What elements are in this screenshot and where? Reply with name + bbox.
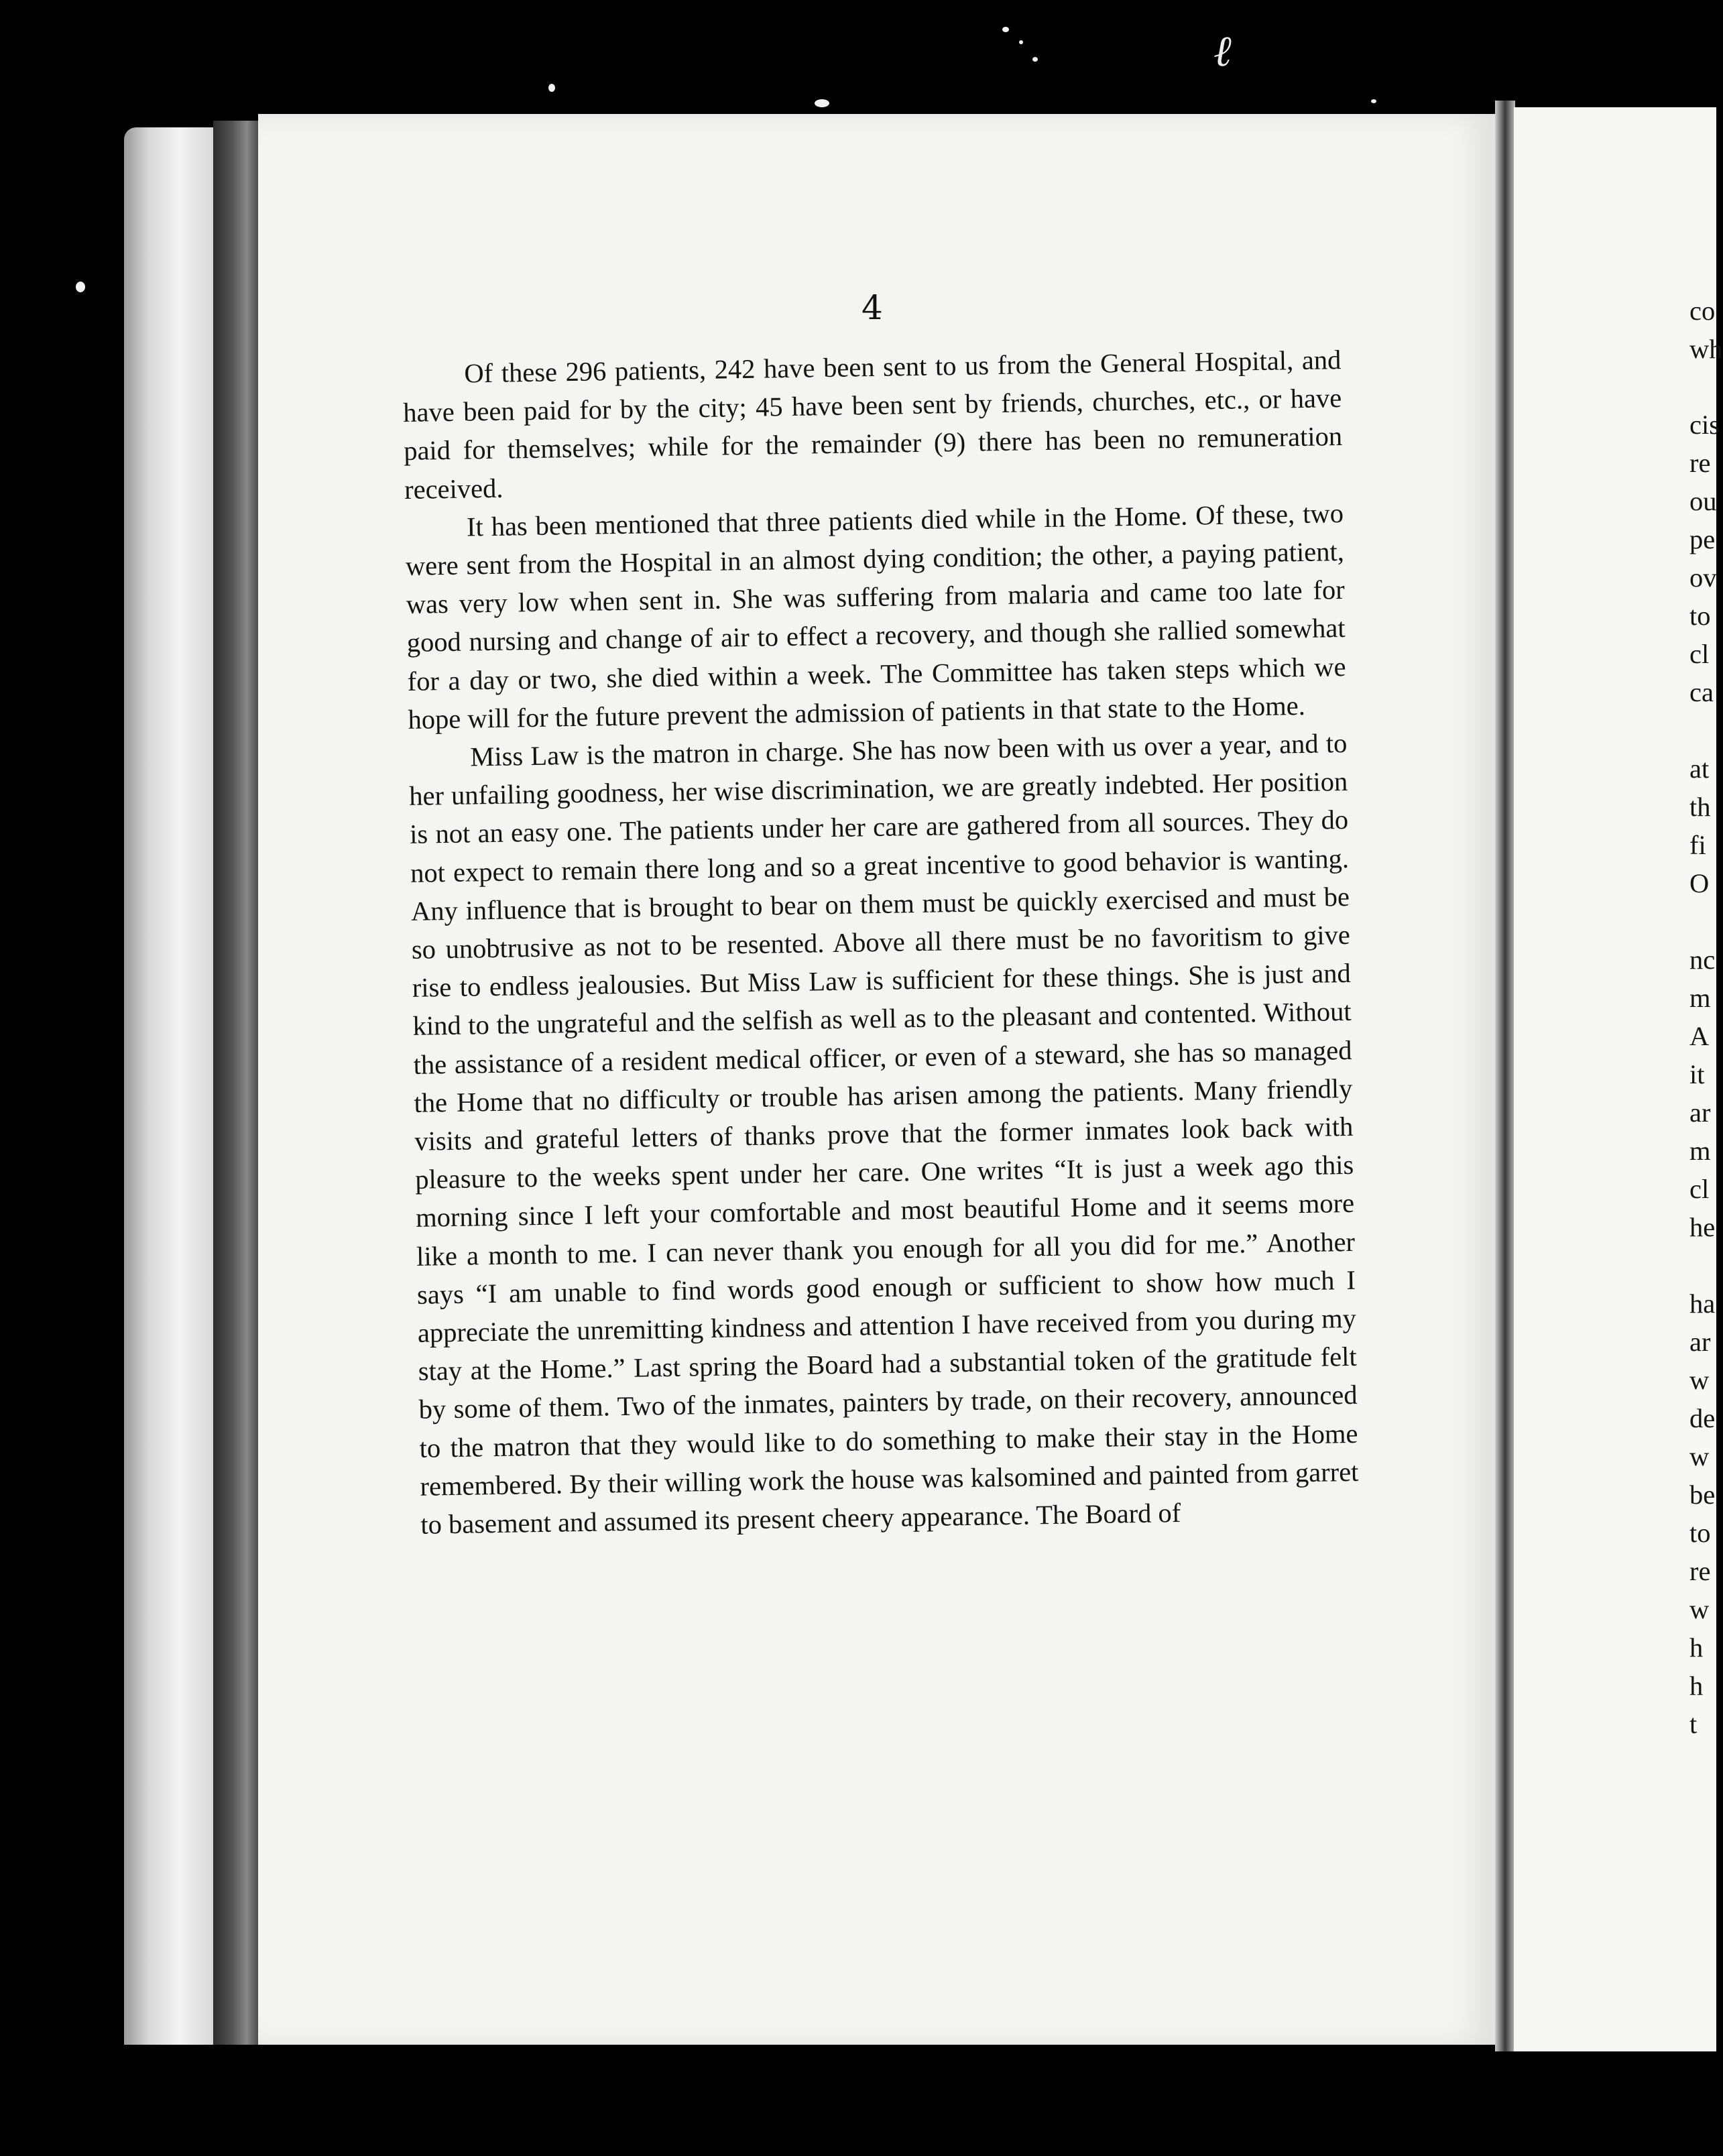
film-speck	[1032, 57, 1038, 62]
right-page-fragment: t	[1689, 1709, 1698, 1739]
right-page-fragment: cl	[1689, 639, 1710, 669]
right-page-fragment: h	[1689, 1632, 1704, 1663]
right-page-fragment: re	[1689, 1556, 1711, 1586]
right-page-fragment: pe	[1689, 524, 1716, 554]
right-page-fragment: ou	[1689, 486, 1717, 516]
right-page-fragment: w	[1689, 1365, 1710, 1395]
right-page-fragment: to	[1689, 1518, 1711, 1548]
right-page-fragment: ca	[1689, 677, 1714, 707]
right-page-fragment: fi	[1689, 830, 1706, 860]
handwritten-margin-mark: ℓ	[1213, 27, 1232, 76]
right-page-fragment: cl	[1689, 1174, 1710, 1204]
page-body-text	[402, 341, 1360, 1544]
right-page-fragment: A	[1689, 1021, 1710, 1051]
right-page-fragment: he	[1689, 1212, 1716, 1242]
right-page-fragment: ov	[1689, 562, 1717, 593]
right-page-fragment: co	[1689, 296, 1716, 326]
right-page-fragment: nc	[1689, 945, 1716, 975]
paragraph-patient-counts: Of these 296 patients, 242 have been sent to us from the General Hospital, and have been paid for by the city; 45 have been sent by friends, churches, etc., or have paid for themselves; while for the remainder (9) there has been no remuneration received.	[402, 345, 1343, 505]
right-page-fragment: de	[1689, 1403, 1716, 1433]
film-speck	[76, 282, 85, 292]
book-cover-edge	[124, 127, 225, 2045]
right-page-fragment: it	[1689, 1059, 1705, 1089]
film-speck	[1371, 99, 1376, 103]
film-speck	[548, 84, 555, 92]
right-page-fragment: w	[1689, 1594, 1710, 1624]
right-page-fragment: re	[1689, 448, 1711, 478]
paragraph-deaths: It has been mentioned that three patients died while in the Home. Of these, two were sent from the Hospital in an almost dying condition; the other, a paying patient, was very low when sent in. She was suffering from malaria and came too late for good nursing and change of air to effect a recovery, and though she rallied somewhat for a day or two, she died within a week. The Committee has taken steps which we hope will for the future prevent the admission of patients in that state to the Home.	[405, 497, 1346, 735]
book-spine-shadow	[213, 121, 261, 2045]
page-number: 4	[861, 288, 883, 327]
right-page	[1514, 107, 1716, 2051]
right-page-fragment: at	[1689, 754, 1710, 784]
right-page-text-fragments	[1689, 295, 1723, 1770]
right-page-fragment: m	[1689, 983, 1711, 1013]
right-page-fragment: to	[1689, 601, 1711, 631]
right-page-fragment: be	[1689, 1480, 1716, 1510]
paragraph-matron: Miss Law is the matron in charge. She has now been with us over a year, and to her unfailing goodness, her wise discrimination, we are greatly indebted. Her position is not an easy one. The patients under her care are gathered from all sources. They do not expect to remain there long and so a great incentive to good behavior is wanting. Any influence that is brought to bear on them must be quickly exercised and must be so unobtrusive as not to be resented. Above all there must be no favoritism to give rise to endless jealousies. But Miss Law is sufficient for these things. She is just and kind to the ungrateful and the selfish as well as to the pleasant and contented. Without the assistance of a resident medical officer, or even of a steward, she has so managed the Home that no difficulty or trouble has arisen among the patients. Many friendly visits and grateful letters of thanks prove that the former inmates look back with pleasure to the weeks spent under her care. One writes “It is just a week ago this morning since I left your comfortable and most beautiful Home and it seems more like a month to me. I can never thank you enough for all you did for me.” Another says “I am unable to find words good enough or sufficient to show how much I appreciate the unremitting kindness and attention I have received from you during my stay at the Home.” Last spring the Board had a substantial token of the gratitude felt by some of them. Two of the inmates, painters by trade, on their recovery, announced to the matron that they would like to do something to make their stay in the Home remembered. By their willing work the house was kalsomined and painted from garret to basement and assumed its present cheery appearance. The Board of	[408, 727, 1359, 1540]
right-page-fragment: ar	[1689, 1327, 1711, 1357]
film-speck	[1019, 40, 1023, 44]
page-gutter	[1495, 101, 1515, 2051]
film-speck	[815, 99, 829, 107]
right-page-fragment: cis	[1689, 410, 1720, 440]
film-speck	[1002, 27, 1009, 32]
right-page-fragment: O	[1689, 868, 1710, 898]
right-page-fragment: th	[1689, 792, 1711, 822]
right-page-fragment: ha	[1689, 1289, 1716, 1319]
right-page-fragment: h	[1689, 1671, 1704, 1701]
right-page-fragment: w	[1689, 1441, 1710, 1472]
right-page-fragment: wh	[1689, 334, 1723, 364]
right-page-fragment: ar	[1689, 1097, 1711, 1128]
right-page-fragment: m	[1689, 1136, 1711, 1166]
